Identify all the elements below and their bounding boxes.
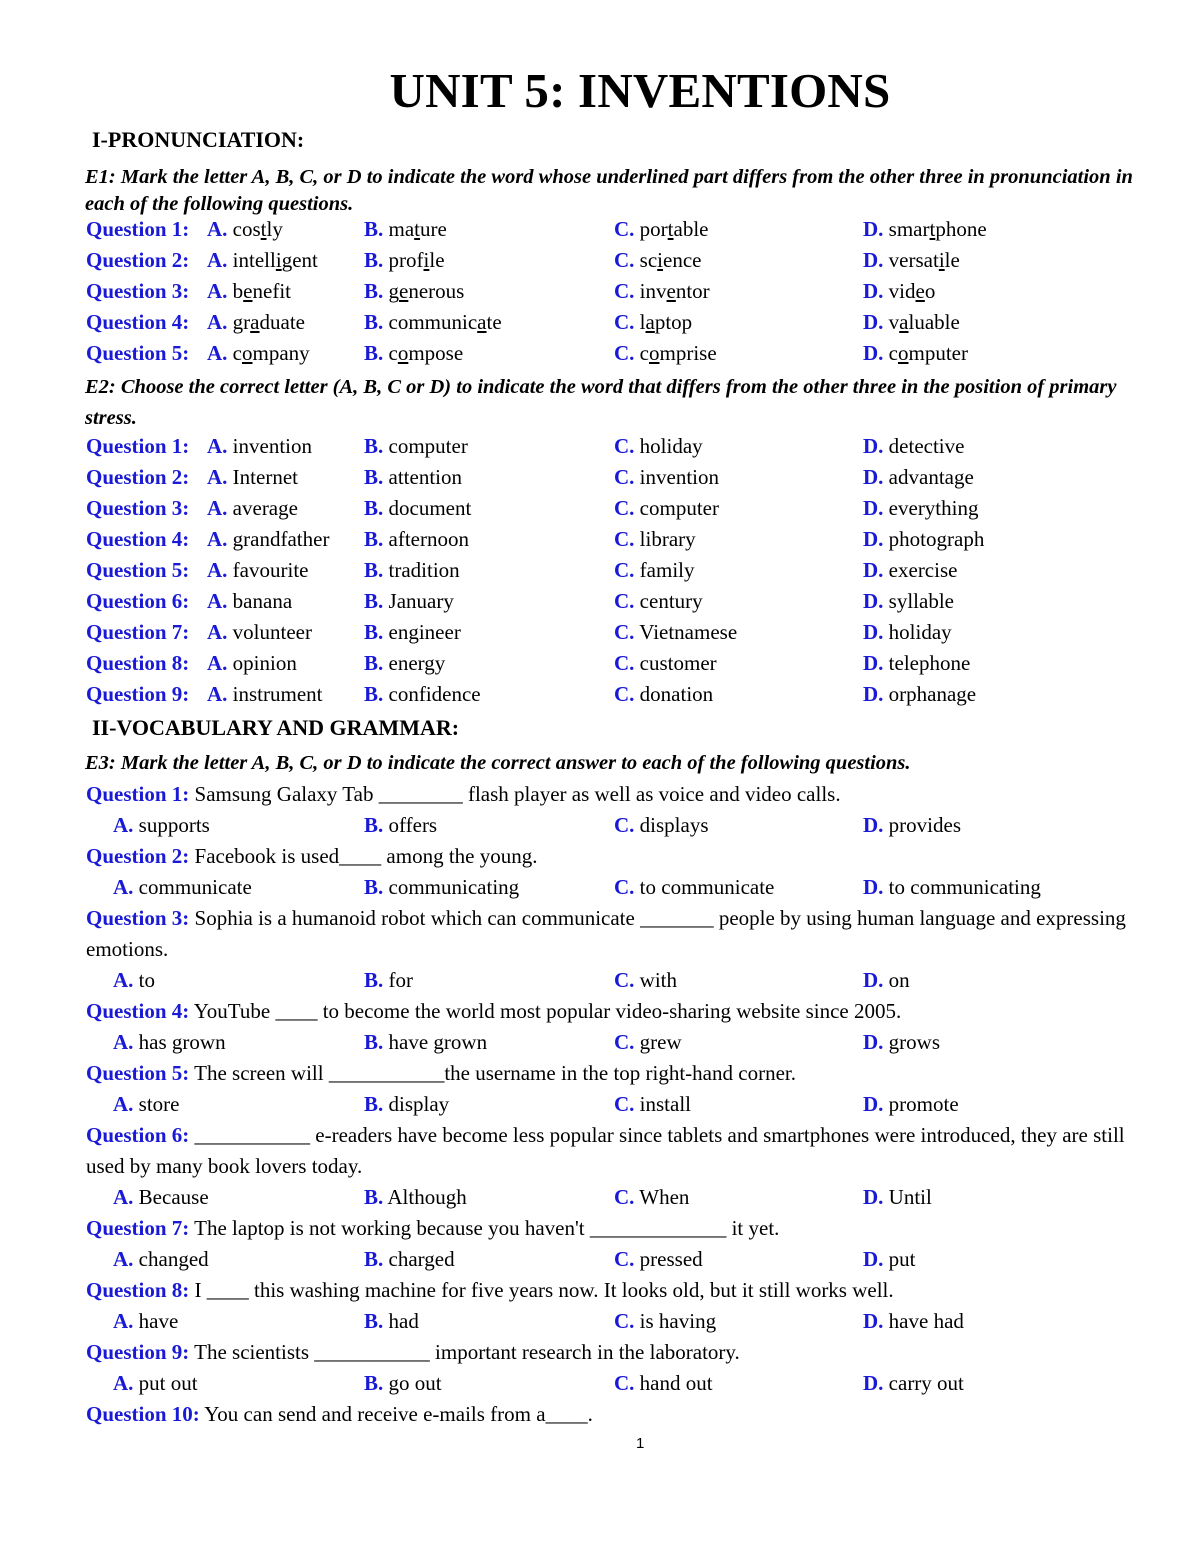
answer-option[interactable]: C. When bbox=[614, 1185, 690, 1209]
answer-option[interactable]: A. favourite bbox=[207, 558, 309, 582]
answer-option[interactable]: B. generous bbox=[364, 279, 465, 303]
answer-option[interactable]: C. invention bbox=[614, 465, 719, 489]
answer-option[interactable]: A. Because bbox=[113, 1185, 209, 1209]
answer-option[interactable]: C. pressed bbox=[614, 1247, 703, 1271]
option-letter: D. bbox=[863, 217, 884, 241]
option-letter: D. bbox=[863, 558, 884, 582]
answer-option[interactable]: A. store bbox=[113, 1092, 180, 1116]
answer-option[interactable]: D. grows bbox=[863, 1030, 941, 1054]
answer-option[interactable]: D. telephone bbox=[863, 651, 971, 675]
option-letter: A. bbox=[207, 527, 228, 551]
option-letter: C. bbox=[614, 1030, 635, 1054]
question-row bbox=[86, 307, 960, 338]
question-label: Question 9: bbox=[86, 1340, 190, 1364]
option-letter: B. bbox=[364, 682, 384, 706]
option-letter: C. bbox=[614, 682, 635, 706]
option-letter: A. bbox=[207, 310, 228, 334]
answer-option[interactable]: D. everything bbox=[863, 496, 979, 520]
option-letter: C. bbox=[614, 279, 635, 303]
question-stem bbox=[86, 1337, 1161, 1368]
exercise-e2-instructions: E2: Choose the correct letter (A, B, C or D) to indicate the word that differs from the other three in the position of primary stress. bbox=[85, 376, 1117, 429]
answer-option[interactable]: B. communicating bbox=[364, 875, 520, 899]
question-stem bbox=[86, 1213, 1161, 1244]
underlined-part: e bbox=[666, 279, 676, 303]
underlined-part: e bbox=[399, 279, 409, 303]
option-letter: C. bbox=[614, 248, 635, 272]
question-text: The screen will ___________the username in the top right-hand corner. bbox=[189, 1061, 796, 1085]
question-label: Question 7: bbox=[86, 1216, 190, 1240]
option-letter: A. bbox=[207, 465, 228, 489]
option-letter: B. bbox=[364, 813, 384, 837]
option-letter: B. bbox=[364, 1371, 384, 1395]
option-letter: A. bbox=[113, 1030, 134, 1054]
option-letter: D. bbox=[863, 813, 884, 837]
question-row bbox=[86, 431, 965, 462]
answer-option[interactable]: B. compose bbox=[364, 341, 464, 365]
underlined-part: o bbox=[898, 341, 909, 365]
option-letter: D. bbox=[863, 310, 884, 334]
answer-option[interactable]: B. afternoon bbox=[364, 527, 469, 551]
question-row bbox=[86, 338, 968, 369]
option-letter: D. bbox=[863, 465, 884, 489]
option-letter: B. bbox=[364, 620, 384, 644]
option-letter: B. bbox=[364, 310, 384, 334]
option-letter: A. bbox=[113, 1092, 134, 1116]
answer-option[interactable]: C. century bbox=[614, 589, 703, 613]
underlined-part: t bbox=[260, 217, 267, 241]
section-vocabulary-heading: II-VOCABULARY AND GRAMMAR: bbox=[92, 715, 460, 740]
answer-option[interactable]: A. costly bbox=[207, 217, 283, 241]
question-row bbox=[86, 493, 979, 524]
answer-option[interactable]: A. average bbox=[207, 496, 298, 520]
question-label: Question 5: bbox=[86, 558, 190, 582]
answer-option[interactable]: B. attention bbox=[364, 465, 462, 489]
question-stem bbox=[86, 903, 1161, 965]
answer-option[interactable]: C. laptop bbox=[614, 310, 693, 334]
question-label: Question 4: bbox=[86, 527, 190, 551]
option-letter: B. bbox=[364, 651, 384, 675]
answer-option[interactable]: B. for bbox=[364, 968, 414, 992]
answer-option[interactable]: B. offers bbox=[364, 813, 438, 837]
answer-option[interactable]: D. provides bbox=[863, 813, 961, 837]
answer-option[interactable]: A. invention bbox=[207, 434, 312, 458]
answer-option[interactable]: C. with bbox=[614, 968, 678, 992]
section-pronunciation-heading: I-PRONUNCIATION: bbox=[92, 127, 305, 152]
question-label: Question 1: bbox=[86, 782, 190, 806]
option-letter: B. bbox=[364, 341, 384, 365]
answer-option[interactable]: B. go out bbox=[364, 1371, 442, 1395]
answer-option[interactable]: C. inventor bbox=[614, 279, 710, 303]
option-letter: C. bbox=[614, 651, 635, 675]
answer-option[interactable]: B. engineer bbox=[364, 620, 461, 644]
answer-option[interactable]: C. family bbox=[614, 558, 695, 582]
question-label: Question 3: bbox=[86, 496, 190, 520]
question-text: ___________ e-readers have become less popular since tablets and smartphones were introduced, they are still used by many book lovers today. bbox=[86, 1123, 1125, 1178]
answer-option[interactable]: C. customer bbox=[614, 651, 717, 675]
option-letter: D. bbox=[863, 1092, 884, 1116]
answer-option[interactable]: D. detective bbox=[863, 434, 965, 458]
question-label: Question 1: bbox=[86, 434, 190, 458]
question-row bbox=[86, 648, 971, 679]
question-row bbox=[86, 462, 974, 493]
question-text: The laptop is not working because you haven't _____________ it yet. bbox=[189, 1216, 780, 1240]
underlined-part: i bbox=[657, 248, 664, 272]
answer-option[interactable]: C. donation bbox=[614, 682, 714, 706]
answer-option[interactable]: B. had bbox=[364, 1309, 419, 1333]
question-label: Question 8: bbox=[86, 651, 190, 675]
answer-option[interactable]: C. install bbox=[614, 1092, 692, 1116]
option-letter: B. bbox=[364, 968, 384, 992]
answer-option[interactable]: B. Although bbox=[364, 1185, 467, 1209]
exercise-e1-instructions: E1: Mark the letter A, B, C, or D to indicate the word whose underlined part differs from the other three in pronunciation in each of the following questions. bbox=[85, 166, 1133, 215]
answer-option[interactable]: A. put out bbox=[113, 1371, 198, 1395]
option-letter: C. bbox=[614, 620, 635, 644]
answer-option[interactable]: C. portable bbox=[614, 217, 709, 241]
answer-option[interactable]: C. comprise bbox=[614, 341, 717, 365]
option-letter: D. bbox=[863, 279, 884, 303]
option-letter: A. bbox=[113, 1185, 134, 1209]
answer-option[interactable]: D. orphanage bbox=[863, 682, 977, 706]
option-letter: D. bbox=[863, 968, 884, 992]
option-letter: D. bbox=[863, 1030, 884, 1054]
answer-option[interactable]: B. confidence bbox=[364, 682, 481, 706]
option-letter: B. bbox=[364, 875, 384, 899]
answer-option[interactable]: D. photograph bbox=[863, 527, 985, 551]
answer-option[interactable]: D. Until bbox=[863, 1185, 932, 1209]
underlined-part: i bbox=[275, 248, 282, 272]
question-label: Question 5: bbox=[86, 1061, 190, 1085]
underlined-part: a bbox=[477, 310, 487, 334]
option-letter: A. bbox=[207, 248, 228, 272]
answer-option[interactable]: D. have had bbox=[863, 1309, 964, 1333]
option-letter: B. bbox=[364, 217, 384, 241]
option-letter: C. bbox=[614, 310, 635, 334]
question-label: Question 10: bbox=[86, 1402, 200, 1426]
option-letter: B. bbox=[364, 589, 384, 613]
option-letter: D. bbox=[863, 248, 884, 272]
page-number: 1 bbox=[636, 1435, 645, 1452]
question-label: Question 5: bbox=[86, 341, 190, 365]
option-letter: B. bbox=[364, 465, 384, 489]
answer-option[interactable]: D. versatile bbox=[863, 248, 960, 272]
underlined-part: i bbox=[423, 248, 430, 272]
answer-option[interactable]: A. have bbox=[113, 1309, 179, 1333]
option-letter: D. bbox=[863, 1185, 884, 1209]
option-letter: A. bbox=[207, 341, 228, 365]
option-letter: C. bbox=[614, 1309, 635, 1333]
option-letter: A. bbox=[113, 875, 134, 899]
option-letter: B. bbox=[364, 1247, 384, 1271]
option-letter: A. bbox=[207, 496, 228, 520]
option-letter: D. bbox=[863, 527, 884, 551]
answer-option[interactable]: C. library bbox=[614, 527, 696, 551]
answer-option[interactable]: A. changed bbox=[113, 1247, 209, 1271]
option-letter: B. bbox=[364, 1185, 384, 1209]
answer-option[interactable]: B. charged bbox=[364, 1247, 455, 1271]
underlined-part: o bbox=[242, 341, 253, 365]
answer-option[interactable]: C. Vietnamese bbox=[614, 620, 738, 644]
question-label: Question 8: bbox=[86, 1278, 190, 1302]
option-letter: A. bbox=[113, 1309, 134, 1333]
option-letter: C. bbox=[614, 465, 635, 489]
option-letter: B. bbox=[364, 279, 384, 303]
answer-option[interactable]: D. exercise bbox=[863, 558, 958, 582]
answer-option[interactable]: C. displays bbox=[614, 813, 709, 837]
answer-option[interactable]: A. supports bbox=[113, 813, 210, 837]
answer-option[interactable]: D. to communicating bbox=[863, 875, 1041, 899]
option-letter: A. bbox=[113, 813, 134, 837]
answer-option[interactable]: A. instrument bbox=[207, 682, 323, 706]
answer-option[interactable]: A. Internet bbox=[207, 465, 298, 489]
option-letter: B. bbox=[364, 1092, 384, 1116]
option-letter: D. bbox=[863, 496, 884, 520]
answer-option[interactable]: B. computer bbox=[364, 434, 468, 458]
option-letter: C. bbox=[614, 527, 635, 551]
question-label: Question 2: bbox=[86, 465, 190, 489]
option-letter: B. bbox=[364, 496, 384, 520]
underlined-part: a bbox=[250, 310, 260, 334]
question-row bbox=[86, 214, 987, 245]
question-text: The scientists ___________ important research in the laboratory. bbox=[189, 1340, 740, 1364]
answer-option[interactable]: D. on bbox=[863, 968, 910, 992]
question-label: Question 2: bbox=[86, 248, 190, 272]
option-letter: A. bbox=[207, 682, 228, 706]
answer-option[interactable]: A. banana bbox=[207, 589, 293, 613]
question-stem bbox=[86, 1058, 1161, 1089]
question-label: Question 4: bbox=[86, 999, 190, 1023]
option-letter: D. bbox=[863, 1247, 884, 1271]
question-text: Facebook is used____ among the young. bbox=[189, 844, 538, 868]
option-letter: C. bbox=[614, 968, 635, 992]
option-letter: D. bbox=[863, 875, 884, 899]
underlined-part: a bbox=[645, 310, 655, 334]
option-letter: C. bbox=[614, 813, 635, 837]
option-letter: D. bbox=[863, 620, 884, 644]
option-letter: D. bbox=[863, 434, 884, 458]
option-letter: C. bbox=[614, 341, 635, 365]
option-letter: A. bbox=[207, 620, 228, 644]
question-stem bbox=[86, 841, 1161, 872]
option-letter: D. bbox=[863, 1371, 884, 1395]
option-letter: B. bbox=[364, 1030, 384, 1054]
option-letter: A. bbox=[207, 279, 228, 303]
answer-option[interactable]: A. communicate bbox=[113, 875, 252, 899]
option-letter: B. bbox=[364, 558, 384, 582]
option-letter: C. bbox=[614, 1247, 635, 1271]
question-stem bbox=[86, 779, 1161, 810]
question-row bbox=[86, 586, 954, 617]
answer-option[interactable]: A. intelligent bbox=[207, 248, 318, 272]
answer-option[interactable]: B. communicate bbox=[364, 310, 502, 334]
option-letter: C. bbox=[614, 1371, 635, 1395]
question-text: I ____ this washing machine for five years now. It looks old, but it still works well. bbox=[189, 1278, 894, 1302]
answer-option[interactable]: C. hand out bbox=[614, 1371, 713, 1395]
option-letter: A. bbox=[113, 1371, 134, 1395]
option-letter: D. bbox=[863, 1309, 884, 1333]
answer-option[interactable]: A. has grown bbox=[113, 1030, 226, 1054]
question-stem bbox=[86, 996, 1161, 1027]
underlined-part: o bbox=[649, 341, 660, 365]
question-row bbox=[86, 679, 977, 710]
answer-option[interactable]: B. profile bbox=[364, 248, 445, 272]
option-letter: C. bbox=[614, 434, 635, 458]
answer-option[interactable]: D. computer bbox=[863, 341, 968, 365]
answer-option[interactable]: C. to communicate bbox=[614, 875, 775, 899]
underlined-part: o bbox=[397, 341, 409, 365]
answer-option[interactable]: A. benefit bbox=[207, 279, 291, 303]
option-letter: A. bbox=[113, 968, 134, 992]
answer-option[interactable]: B. have grown bbox=[364, 1030, 488, 1054]
underlined-part: t bbox=[929, 217, 936, 241]
option-letter: D. bbox=[863, 682, 884, 706]
answer-option[interactable]: D. holiday bbox=[863, 620, 952, 644]
underlined-part: t bbox=[667, 217, 674, 241]
answer-option[interactable]: A. opinion bbox=[207, 651, 297, 675]
option-letter: C. bbox=[614, 558, 635, 582]
answer-option[interactable]: C. grew bbox=[614, 1030, 682, 1054]
answer-option[interactable]: D. put bbox=[863, 1247, 916, 1271]
answer-option[interactable]: C. science bbox=[614, 248, 702, 272]
option-letter: C. bbox=[614, 589, 635, 613]
answer-option[interactable]: D. valuable bbox=[863, 310, 960, 334]
question-label: Question 2: bbox=[86, 844, 190, 868]
question-stem bbox=[86, 1399, 1161, 1430]
option-letter: A. bbox=[113, 1247, 134, 1271]
option-letter: B. bbox=[364, 527, 384, 551]
question-label: Question 7: bbox=[86, 620, 190, 644]
question-text: YouTube ____ to become the world most popular video-sharing website since 2005. bbox=[189, 999, 902, 1023]
option-letter: D. bbox=[863, 651, 884, 675]
question-label: Question 6: bbox=[86, 589, 190, 613]
option-letter: C. bbox=[614, 217, 635, 241]
answer-option[interactable]: D. syllable bbox=[863, 589, 954, 613]
question-stem bbox=[86, 1275, 1161, 1306]
answer-option[interactable]: D. promote bbox=[863, 1092, 959, 1116]
question-label: Question 3: bbox=[86, 906, 190, 930]
underlined-part: e bbox=[243, 279, 253, 303]
answer-option[interactable]: B. mature bbox=[364, 217, 447, 241]
question-text: Sophia is a humanoid robot which can communicate _______ people by using human language and expressing emotions. bbox=[86, 906, 1126, 961]
option-letter: C. bbox=[614, 1185, 635, 1209]
answer-option[interactable]: B. January bbox=[364, 589, 454, 613]
option-letter: D. bbox=[863, 589, 884, 613]
question-row bbox=[86, 555, 958, 586]
option-letter: B. bbox=[364, 434, 384, 458]
question-text: Samsung Galaxy Tab ________ flash player as well as voice and video calls. bbox=[189, 782, 841, 806]
option-letter: C. bbox=[614, 496, 635, 520]
answer-option[interactable]: A. volunteer bbox=[207, 620, 312, 644]
question-label: Question 1: bbox=[86, 217, 190, 241]
answer-option[interactable]: B. tradition bbox=[364, 558, 460, 582]
question-stem bbox=[86, 1120, 1161, 1182]
question-row bbox=[86, 524, 985, 555]
question-row bbox=[86, 276, 936, 307]
answer-option[interactable]: B. display bbox=[364, 1092, 450, 1116]
answer-option[interactable]: C. holiday bbox=[614, 434, 703, 458]
question-row bbox=[86, 245, 960, 276]
answer-option[interactable]: D. advantage bbox=[863, 465, 974, 489]
answer-option[interactable]: A. to bbox=[113, 968, 156, 992]
option-letter: C. bbox=[614, 875, 635, 899]
underlined-part: i bbox=[938, 248, 945, 272]
question-text: You can send and receive e-mails from a____. bbox=[199, 1402, 593, 1426]
answer-option[interactable]: D. smartphone bbox=[863, 217, 987, 241]
underlined-part: e bbox=[915, 279, 925, 303]
page-title: UNIT 5: INVENTIONS bbox=[389, 63, 891, 118]
question-label: Question 9: bbox=[86, 682, 190, 706]
answer-option[interactable]: D. carry out bbox=[863, 1371, 964, 1395]
answer-option[interactable]: A. grandfather bbox=[207, 527, 330, 551]
question-label: Question 6: bbox=[86, 1123, 190, 1147]
option-letter: A. bbox=[207, 651, 228, 675]
answer-option[interactable]: D. video bbox=[863, 279, 936, 303]
answer-option[interactable]: C. computer bbox=[614, 496, 719, 520]
answer-option[interactable]: B. document bbox=[364, 496, 472, 520]
answer-option[interactable]: A. company bbox=[207, 341, 310, 365]
option-letter: B. bbox=[364, 1309, 384, 1333]
exercise-e3-instructions: E3: Mark the letter A, B, C, or D to indicate the correct answer to each of the following questions. bbox=[85, 752, 911, 774]
answer-option[interactable]: A. graduate bbox=[207, 310, 305, 334]
question-row bbox=[86, 617, 952, 648]
option-letter: A. bbox=[207, 217, 228, 241]
option-letter: C. bbox=[614, 1092, 635, 1116]
option-letter: B. bbox=[364, 248, 384, 272]
question-label: Question 4: bbox=[86, 310, 190, 334]
option-letter: A. bbox=[207, 589, 228, 613]
underlined-part: a bbox=[899, 310, 909, 334]
option-letter: D. bbox=[863, 341, 884, 365]
underlined-part: t bbox=[414, 217, 421, 241]
answer-option[interactable]: B. energy bbox=[364, 651, 446, 675]
question-label: Question 3: bbox=[86, 279, 190, 303]
option-letter: A. bbox=[207, 434, 228, 458]
answer-option[interactable]: C. is having bbox=[614, 1309, 717, 1333]
option-letter: A. bbox=[207, 558, 228, 582]
